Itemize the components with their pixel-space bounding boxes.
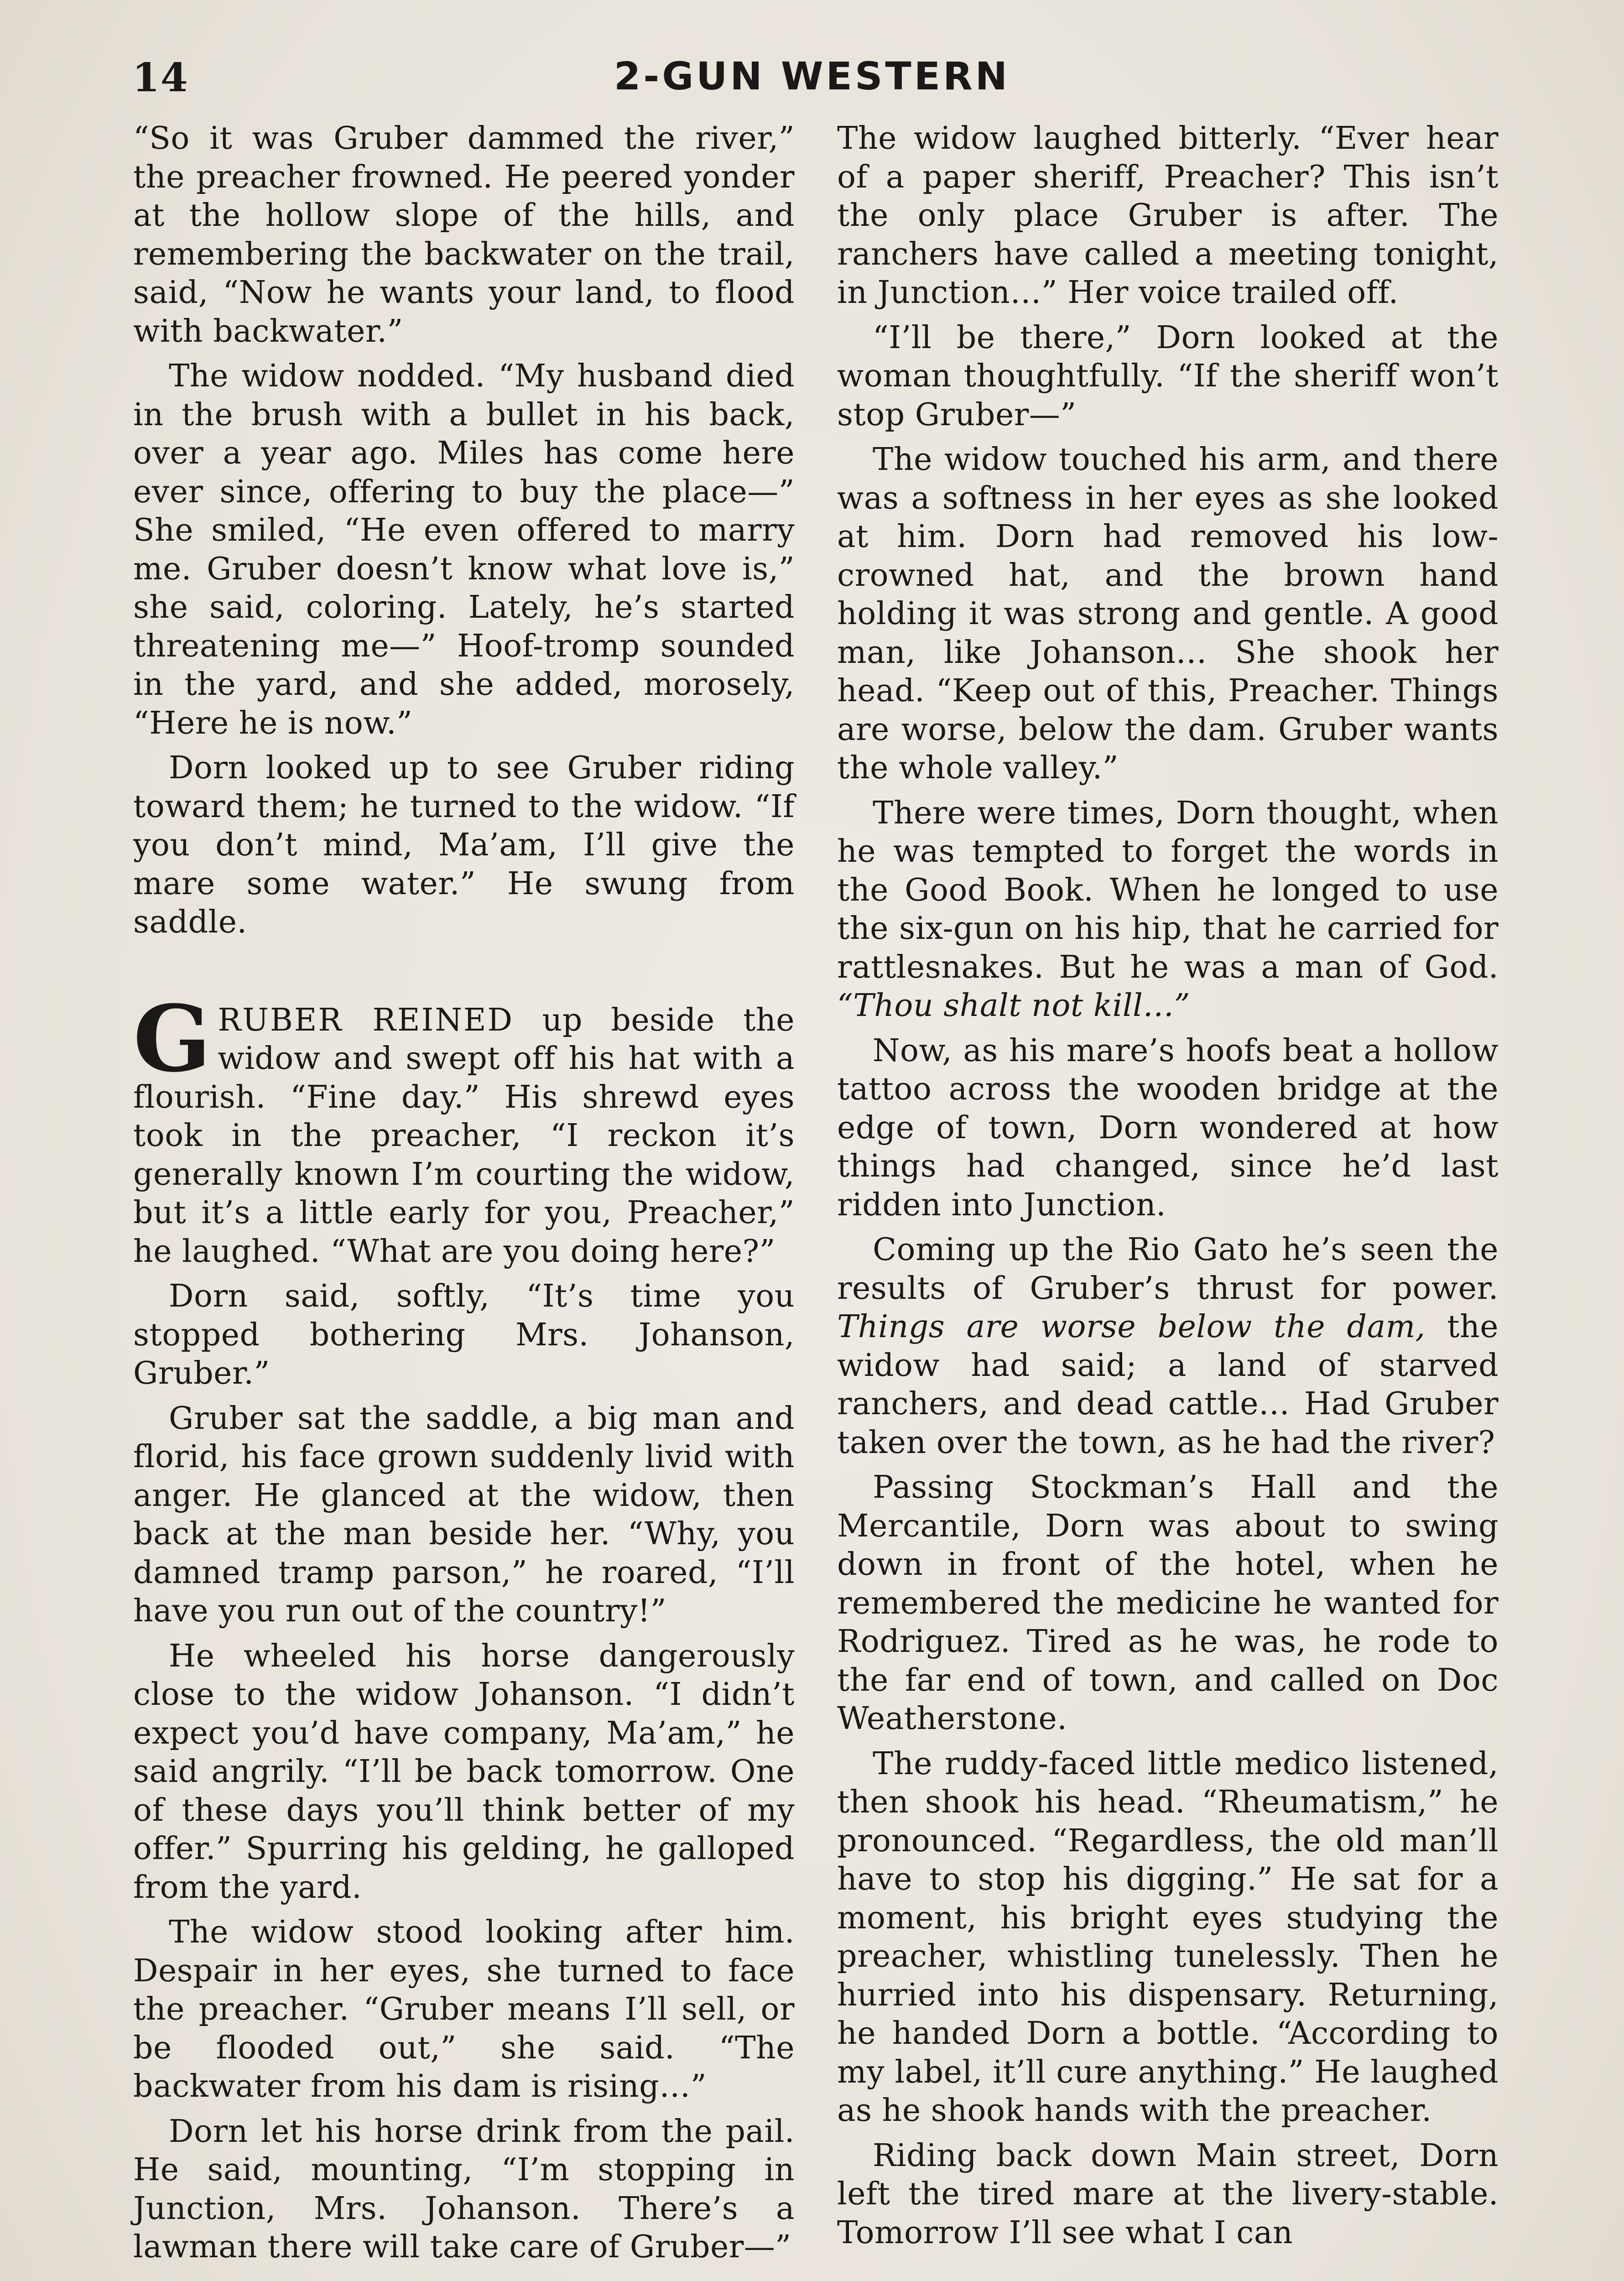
paragraph: The widow touched his arm, and there was a softness in her eyes as she looked at him. Dorn had removed his low-crowned hat, and the brown hand holding it was strong and gentle. A good man, like Johanson… She shook her head. “Keep out of this, Preacher. Things are worse, below the dam. Gruber wants the whole valley.”	[837, 442, 1499, 786]
page-number: 14	[132, 55, 189, 101]
paragraph: Dorn looked up to see Gruber riding toward them; he turned to the widow. “If you don’t mind, Ma’am, I’ll give the mare some water.” He swung from saddle.	[133, 750, 795, 940]
paragraph: Riding back down Main street, Dorn left the tired mare at the livery-stable. Tomorrow I’ll see what I can	[837, 2137, 1499, 2251]
paragraph-text: Coming up the Rio Gato he’s seen the results of Gruber’s thrust for power.	[837, 1232, 1499, 1307]
paragraph: The ruddy-faced little medico listened, then shook his head. “Rheumatism,” he pronounced. “Regardless, the old man’ll have to stop his digging.” He sat for a moment, his bright eyes studying the preacher, whistling tunelessly. Then he hurried into his dispensary. Returning, he handed Dorn a bottle. “According to my label, it’ll cure anything.” He laughed as he shook hands with the preacher.	[837, 1745, 1499, 2129]
italic-quote: Things are worse below the dam,	[837, 1309, 1426, 1345]
paragraph: “I’ll be there,” Dorn looked at the woman thoughtfully. “If the sheriff won’t stop Gruber—”	[837, 319, 1499, 433]
left-column	[133, 120, 795, 2273]
paragraph	[837, 794, 1499, 1026]
paragraph: Gruber sat the saddle, a big man and florid, his face grown suddenly livid with anger. He glanced at the widow, then back at the man beside her. “Why, you damned tramp parson,” he roared, “I’ll have you run out of the country!”	[133, 1400, 795, 1629]
paragraph: Dorn let his horse drink from the pail. He said, mounting, “I’m stopping in Junction, Mrs. Johanson. There’s a lawman there will take care of Gruber—”	[133, 2113, 795, 2265]
paragraph: Dorn said, softly, “It’s time you stopped bothering Mrs. Johanson, Gruber.”	[133, 1278, 795, 1391]
paragraph: The widow stood looking after him. Despair in her eyes, she turned to face the preacher. “Gruber means I’ll sell, or be flooded out,” she said. “The backwater from his dam is rising…”	[133, 1914, 795, 2104]
paragraph: The widow laughed bitterly. “Ever hear of a paper sheriff, Preacher? This isn’t the only place Gruber is after. The ranchers have called a meeting tonight, in Junction…” Her voice trailed off.	[837, 120, 1499, 311]
paragraph: “So it was Gruber dammed the river,” the preacher frowned. He peered yonder at the hollow slope of the hills, and remembering the backwater on the trail, said, “Now he wants your land, to flood with backwater.”	[133, 120, 795, 349]
paragraph	[837, 1231, 1499, 1462]
paragraph-text: the widow had said; a land of starved ranchers, and dead cattle… Had Gruber taken over the town, as he had the river?	[837, 1309, 1499, 1461]
running-title: 2-GUN WESTERN	[614, 54, 1010, 99]
paragraph: Passing Stockman’s Hall and the Mercantile, Dorn was about to swing down in front of the hotel, when he remembered the medicine he wanted for Rodriguez. Tired as he was, he rode to the far end of town, and called on Doc Weatherstone.	[837, 1469, 1499, 1737]
paragraph: He wheeled his horse dangerously close to the widow Johanson. “I didn’t expect you’d have company, Ma’am,” he said angrily. “I’ll be back tomorrow. One of these days you’ll think better of my offer.” Spurring his gelding, he galloped from the yard.	[133, 1638, 795, 1906]
section-opening-paragraph	[133, 985, 795, 1271]
paragraph: Now, as his mare’s hoofs beat a hollow tattoo across the wooden bridge at the edge of town, Dorn wondered at how things had changed, since he’d last ridden into Junction.	[837, 1032, 1499, 1223]
italic-quote: “Thou shalt not kill…”	[837, 988, 1191, 1024]
paragraph-text: There were times, Dorn thought, when he was tempted to forget the words in the Good Book. When he longed to use the six-gun on his hip, that he carried for rattlesnakes. But he was a man of God.	[837, 795, 1499, 985]
paragraph: The widow nodded. “My husband died in the brush with a bullet in his back, over a year ago. Miles has come here ever since, offering to buy the place—” She smiled, “He even offered to marry me. Gruber doesn’t know what love is,” she said, coloring. Lately, he’s started threatening me—” Hoof-tromp sounded in the yard, and she added, morosely, “Here he is now.”	[133, 358, 795, 741]
drop-cap: G	[133, 985, 212, 1093]
section-opening-text: up beside the widow and swept off his hat with a flourish. “Fine day.” His shrewd eyes took in the preacher, “I reckon it’s generally known I’m courting the widow, but it’s a little early for you, Preacher,” he laughed. “What are you doing here?”	[133, 1002, 795, 1270]
section-lead-in: RUBER REINED	[218, 1002, 514, 1038]
right-column	[837, 120, 1499, 2259]
